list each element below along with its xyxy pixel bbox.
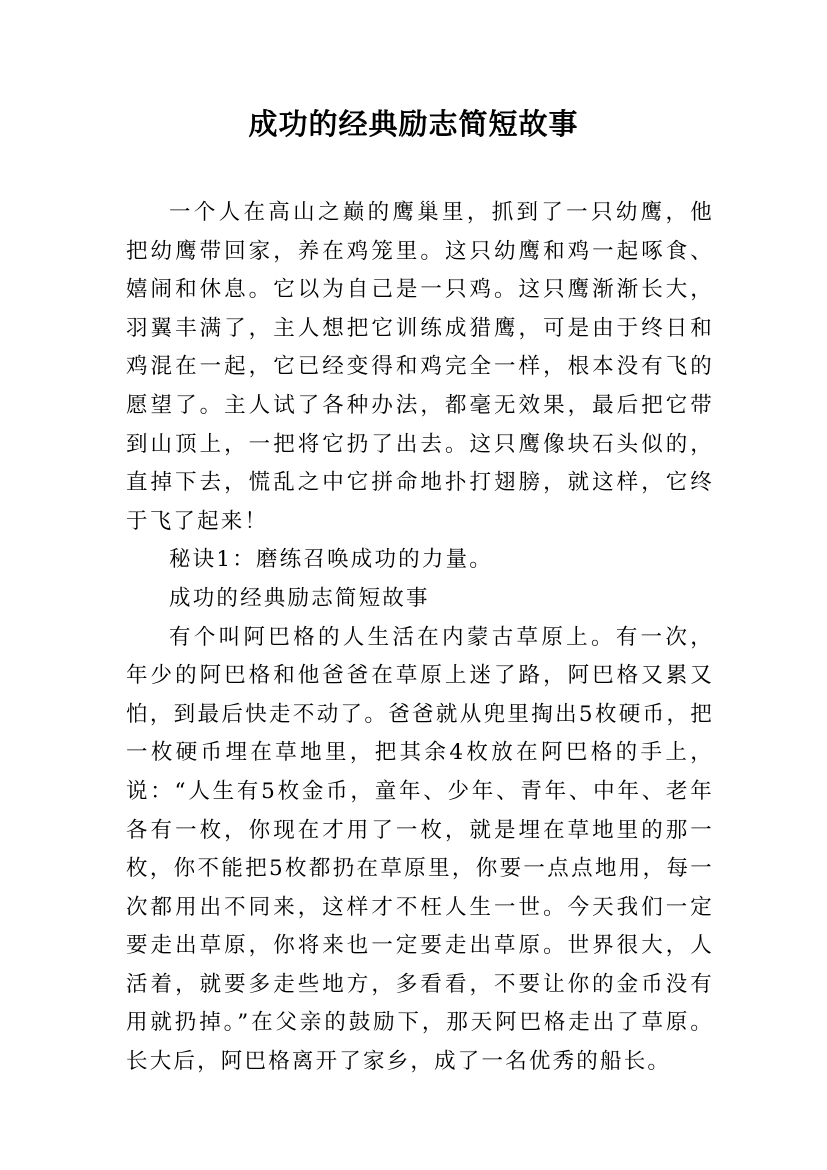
document-body	[126, 194, 714, 1082]
paragraph-abag-story: 有个叫阿巴格的人生活在内蒙古草原上。有一次，年少的阿巴格和他爸爸在草原上迷了路，阿巴格又累又怕，到最后快走不动了。爸爸就从兜里掏出5枚硬币，把一枚硬币埋在草地里，把其余4枚放在阿巴格的手上，说：“人生有5枚金币，童年、少年、青年、中年、老年各有一枚，你现在才用了一枚，就是埋在草地里的那一枚，你不能把5枚都扔在草原里，你要一点点地用，每一次都用出不同来，这样才不枉人生一世。今天我们一定要走出草原，你将来也一定要走出草原。世界很大，人活着，就要多走些地方，多看看，不要让你的金币没有用就扔掉。”在父亲的鼓励下，那天阿巴格走出了草原。长大后，阿巴格离开了家乡，成了一名优秀的船长。	[126, 624, 714, 1075]
paragraph-subheading: 成功的经典励志简短故事	[169, 585, 430, 611]
document-title: 成功的经典励志简短故事	[248, 107, 579, 141]
paragraph-secret-1: 秘诀1：磨练召唤成功的力量。	[169, 547, 493, 573]
paragraph-eagle-story: 一个人在高山之巅的鹰巢里，抓到了一只幼鹰，他把幼鹰带回家，养在鸡笼里。这只幼鹰和鸡一起啄食、嬉闹和休息。它以为自己是一只鸡。这只鹰渐渐长大，羽翼丰满了，主人想把它训练成猎鹰，可是由于终日和鸡混在一起，它已经变得和鸡完全一样，根本没有飞的愿望了。主人试了各种办法，都毫无效果，最后把它带到山顶上，一把将它扔了出去。这只鹰像块石头似的，直掉下去，慌乱之中它拼命地扑打翅膀，就这样，它终于飞了起来！	[126, 200, 714, 534]
